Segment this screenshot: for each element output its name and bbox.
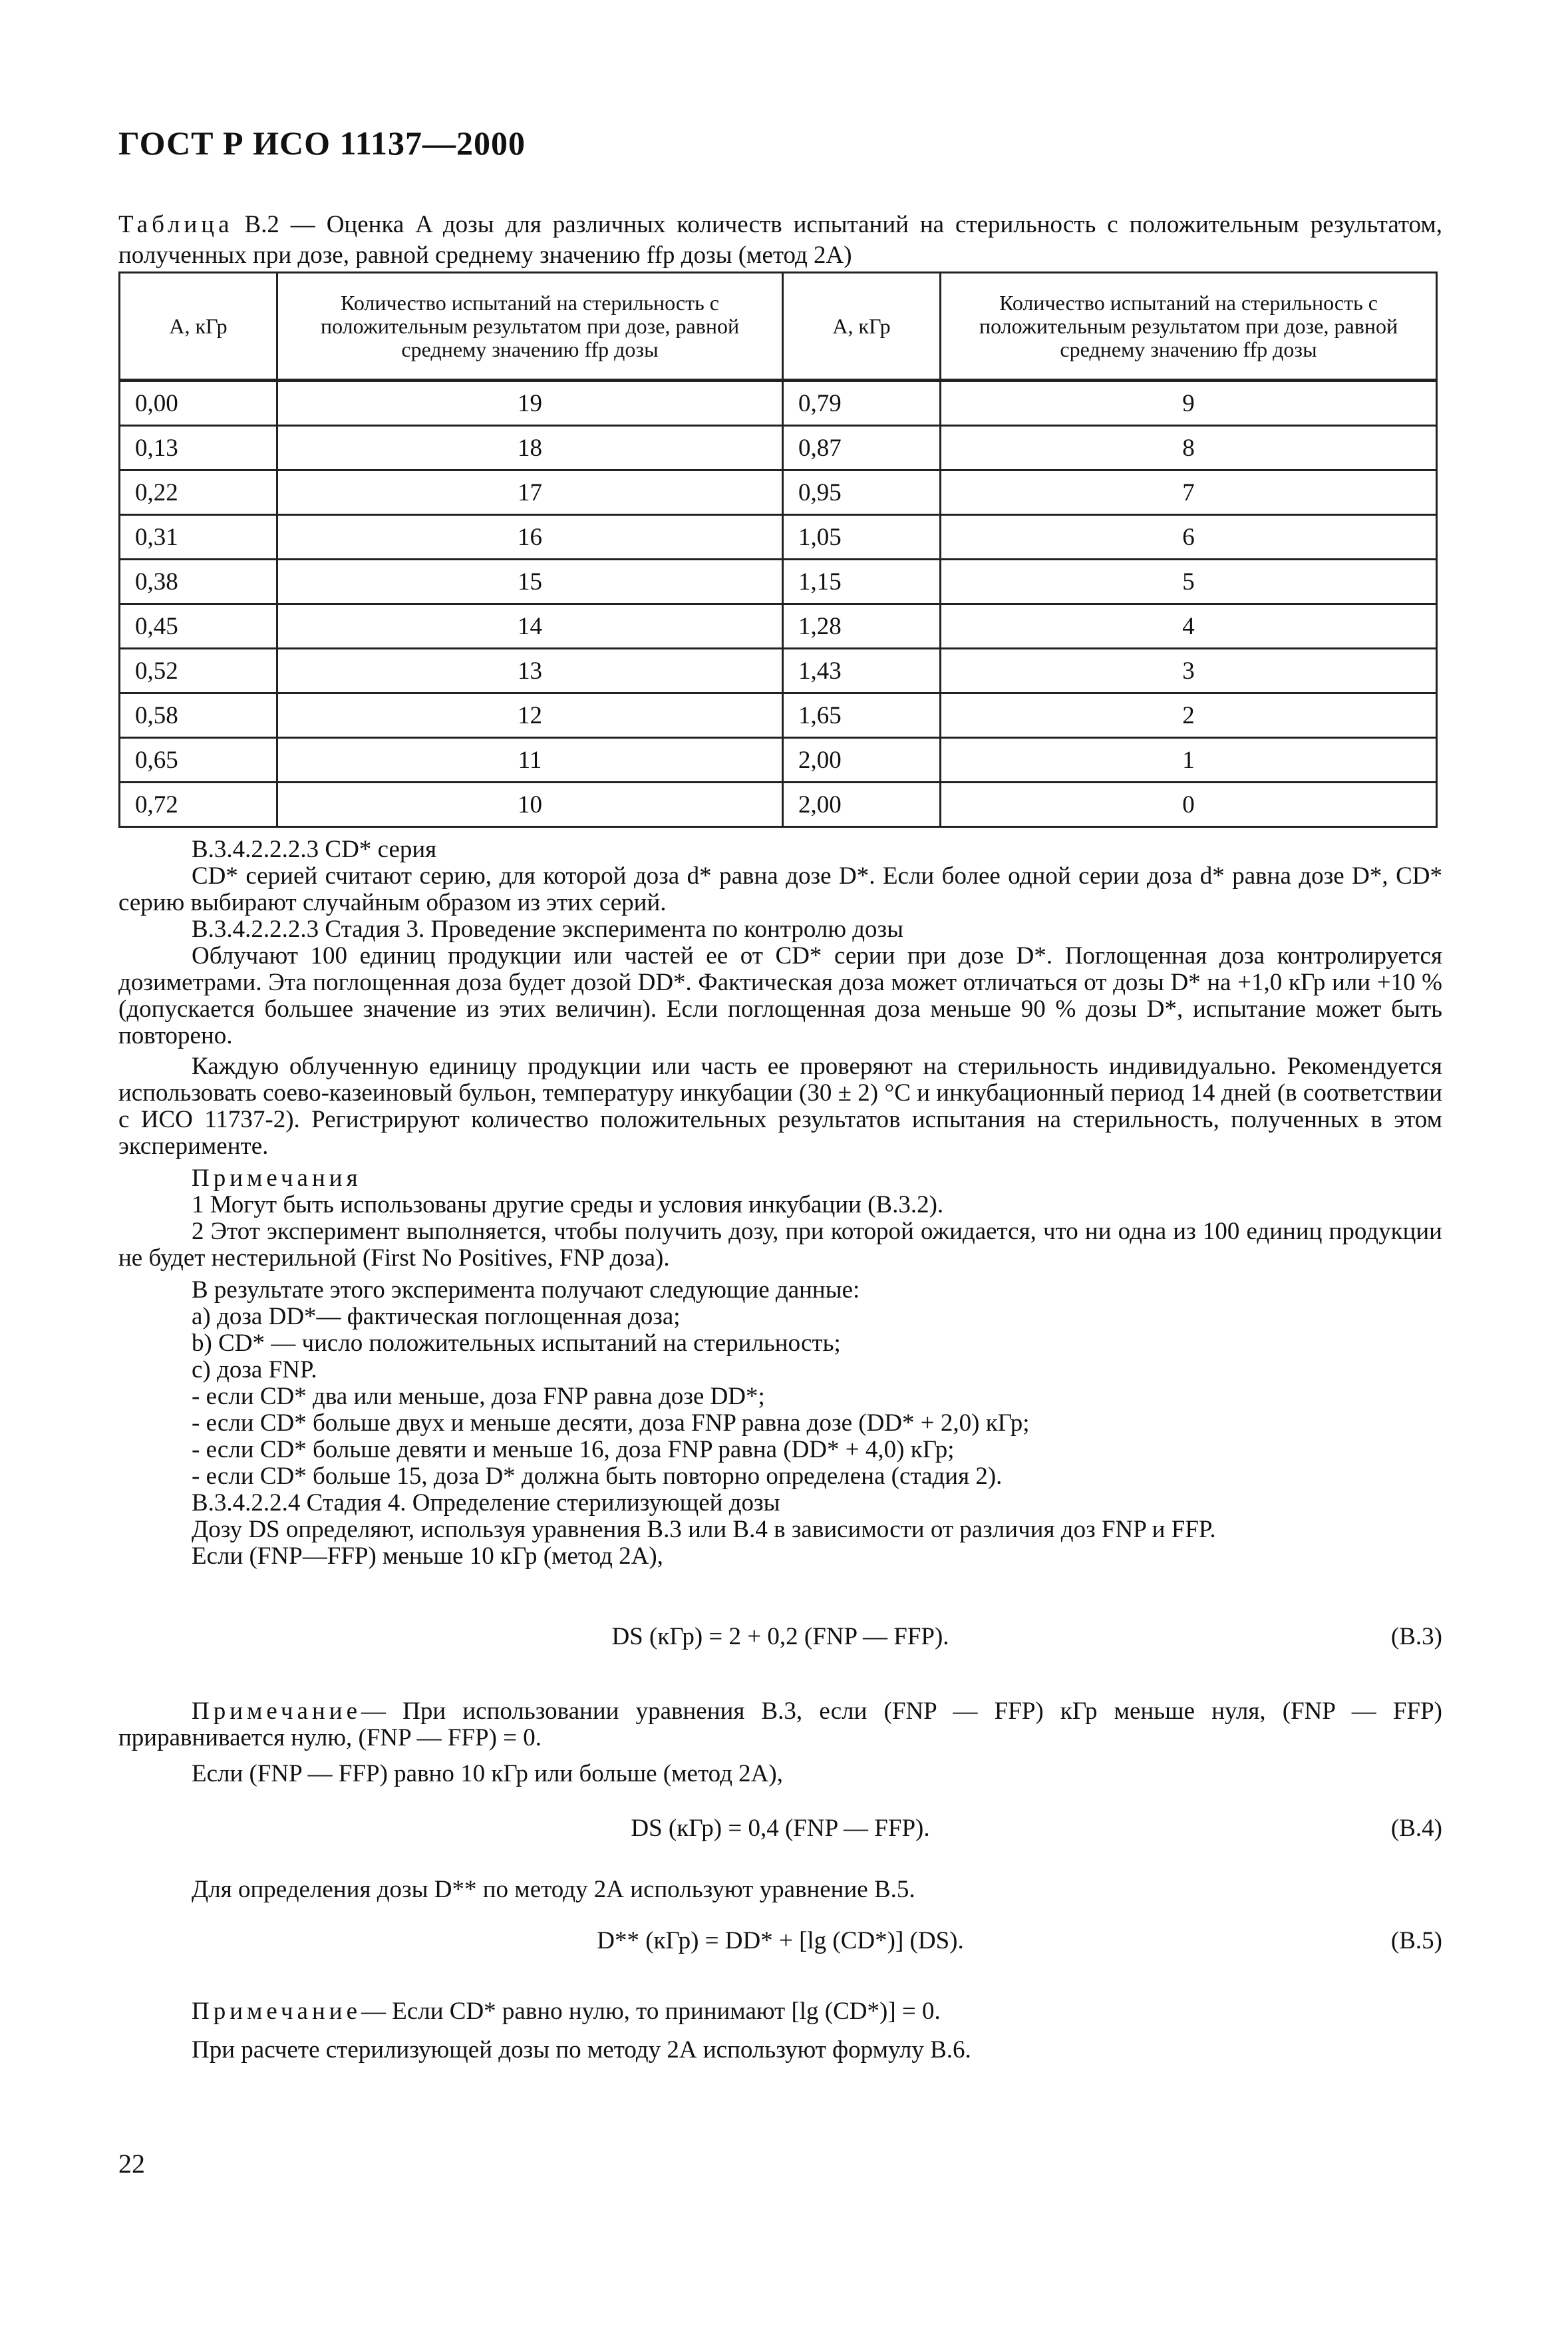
table-row xyxy=(120,738,1437,783)
paragraph: Если (FNP — FFP) равно 10 кГр или больше (метод 2А), xyxy=(192,1760,783,1787)
list-item: - если CD* больше девяти и меньше 16, доза FNP равна (DD* + 4,0) кГр; xyxy=(192,1436,955,1463)
list-item: a) доза DD*— фактическая поглощенная доза; xyxy=(192,1303,681,1330)
table-caption-word: Таблица xyxy=(118,211,234,238)
table-cell: 1,28 xyxy=(783,604,941,649)
table-cell: 15 xyxy=(277,560,783,604)
table-cell: 11 xyxy=(277,738,783,783)
table-cell: 4 xyxy=(941,604,1437,649)
table-cell: 0,38 xyxy=(120,560,277,604)
table-cell: 1,15 xyxy=(783,560,941,604)
table-row xyxy=(120,693,1437,738)
table-cell: 0 xyxy=(941,783,1437,827)
equation-number: (В.3) xyxy=(1390,1623,1442,1650)
table-cell: 5 xyxy=(941,560,1437,604)
table-row xyxy=(120,426,1437,470)
final-notes xyxy=(118,1998,1442,2064)
equation-formula: DS (кГр) = 2 + 0,2 (FNP — FFP). xyxy=(611,1623,949,1650)
page-number: 22 xyxy=(118,2149,145,2179)
table-row xyxy=(120,604,1437,649)
table-cell: 19 xyxy=(277,381,783,426)
table-row xyxy=(120,515,1437,560)
table-cell: 0,79 xyxy=(783,381,941,426)
paragraph: CD* серией считают серию, для которой доза d* равна дозе D*. Если более одной серии доза d* равна дозе D*, CD* серию выбирают случайным образом из этих серий. xyxy=(118,862,1442,916)
table-cell: 13 xyxy=(277,649,783,693)
column-header: A, кГр xyxy=(783,273,941,381)
table-cell: 0,65 xyxy=(120,738,277,783)
note-item: 1 Могут быть использованы другие среды и условия инкубации (В.3.2). xyxy=(192,1191,944,1218)
text-section-1 xyxy=(118,836,1442,1570)
paragraph-b5-intro xyxy=(118,1877,1442,1903)
table-cell: 0,87 xyxy=(783,426,941,470)
equation-formula: D** (кГр) = DD* + [lg (CD*)] (DS). xyxy=(597,1927,964,1954)
table-row xyxy=(120,470,1437,515)
table-cell: 9 xyxy=(941,381,1437,426)
table-cell: 0,00 xyxy=(120,381,277,426)
table-cell: 12 xyxy=(277,693,783,738)
paragraph: Для определения дозы D** по методу 2А используют уравнение В.5. xyxy=(192,1876,915,1903)
table-row xyxy=(120,783,1437,827)
paragraph: Дозу DS определяют, используя уравнения В.3 или В.4 в зависимости от различия доз FNP и FFP. xyxy=(192,1516,1216,1543)
equation-number: (В.5) xyxy=(1390,1927,1442,1954)
table-cell: 14 xyxy=(277,604,783,649)
table-cell: 18 xyxy=(277,426,783,470)
table-cell: 1,05 xyxy=(783,515,941,560)
table-cell: 1 xyxy=(941,738,1437,783)
paragraph: Облучают 100 единиц продукции или частей ее от CD* серии при дозе D*. Поглощенная доза контролируется дозиметрами. Эта поглощенная доза будет дозой DD*. Фактическая доза может отличаться от дозы D* на +1,0 кГр или +10 % (допускается большее значение из этих величин). Если поглощенная доза меньше 90 % дозы D*, испытание может быть повторено. xyxy=(118,942,1442,1049)
equation-formula: DS (кГр) = 0,4 (FNP — FFP). xyxy=(631,1815,930,1842)
table-caption xyxy=(118,210,1442,271)
section-heading: В.3.4.2.2.2.3 Стадия 3. Проведение эксперимента по контролю дозы xyxy=(192,916,904,943)
equation-number: (В.4) xyxy=(1390,1815,1442,1842)
list-item: - если CD* больше 15, доза D* должна быть повторно определена (стадия 2). xyxy=(192,1463,1003,1490)
table-cell: 10 xyxy=(277,783,783,827)
note-label: Примечание xyxy=(192,1698,361,1725)
table-cell: 6 xyxy=(941,515,1437,560)
list-item: - если CD* два или меньше, доза FNP равна дозе DD*; xyxy=(192,1383,765,1410)
list-item: - если CD* больше двух и меньше десяти, доза FNP равна дозе (DD* + 2,0) кГр; xyxy=(192,1409,1030,1437)
table-cell: 0,31 xyxy=(120,515,277,560)
table-cell: 8 xyxy=(941,426,1437,470)
dose-table xyxy=(118,271,1438,828)
column-header: A, кГр xyxy=(120,273,277,381)
table-cell: 0,58 xyxy=(120,693,277,738)
paragraph: При расчете стерилизующей дозы по методу 2А используют формулу В.6. xyxy=(192,2036,971,2064)
note-b3 xyxy=(118,1698,1442,1787)
note-label: Примечание xyxy=(192,1998,361,2025)
column-header: Количество испытаний на стерильность с положительным результатом при дозе, равной среднему значению ffp дозы xyxy=(277,273,783,381)
list-item: c) доза FNP. xyxy=(192,1356,317,1383)
column-header: Количество испытаний на стерильность с положительным результатом при дозе, равной среднему значению ffp дозы xyxy=(941,273,1437,381)
table-caption-text: В.2 — Оценка A дозы для различных количеств испытаний на стерильность с положительным результатом, полученных при дозе, равной среднему значению ffp дозы (метод 2А) xyxy=(118,211,1443,269)
table-cell: 17 xyxy=(277,470,783,515)
table-header-row xyxy=(120,273,1437,381)
table-cell: 0,52 xyxy=(120,649,277,693)
table-cell: 2,00 xyxy=(783,738,941,783)
note-text: — При использовании уравнения В.3, если (FNP — FFP) кГр меньше нуля, (FNP — FFP) приравнивается нулю, (FNP — FFP) = 0. xyxy=(118,1698,1442,1751)
table-cell: 0,13 xyxy=(120,426,277,470)
table-row xyxy=(120,649,1437,693)
table-cell: 1,65 xyxy=(783,693,941,738)
table-cell: 16 xyxy=(277,515,783,560)
table-row xyxy=(120,560,1437,604)
equation-b4 xyxy=(118,1815,1442,1855)
notes-title: Примечания xyxy=(192,1165,362,1192)
table-cell: 2,00 xyxy=(783,783,941,827)
table-cell: 0,95 xyxy=(783,470,941,515)
table-body xyxy=(120,381,1437,827)
paragraph: Если (FNP—FFP) меньше 10 кГр (метод 2А), xyxy=(192,1542,663,1570)
table-cell: 0,45 xyxy=(120,604,277,649)
section-heading: В.3.4.2.2.4 Стадия 4. Определение стерилизующей дозы xyxy=(192,1489,780,1517)
table-cell: 7 xyxy=(941,470,1437,515)
standard-header: ГОСТ Р ИСО 11137—2000 xyxy=(118,124,526,162)
equation-b5 xyxy=(118,1928,1442,1968)
paragraph: Каждую облученную единицу продукции или часть ее проверяют на стерильность индивидуально. Рекомендуется использовать соево-казеиновый бульон, температуру инкубации (30 ± 2) °С и инкубационный период 14 дней (в соответствии с ИСО 11737-2). Регистрируют количество положительных результатов испытания на стерильность, полученных в этом эксперименте. xyxy=(118,1053,1442,1160)
table-cell: 2 xyxy=(941,693,1437,738)
note-item: 2 Этот эксперимент выполняется, чтобы получить дозу, при которой ожидается, что ни одна из 100 единиц продукции не будет нестерильной (First No Positives, FNP доза). xyxy=(118,1218,1442,1272)
section-heading: В.3.4.2.2.2.3 CD* серия xyxy=(192,836,437,863)
table-cell: 0,22 xyxy=(120,470,277,515)
table-cell: 0,72 xyxy=(120,783,277,827)
table-cell: 1,43 xyxy=(783,649,941,693)
paragraph: В результате этого эксперимента получают следующие данные: xyxy=(192,1276,860,1304)
list-item: b) CD* — число положительных испытаний на стерильность; xyxy=(192,1330,841,1357)
equation-b3 xyxy=(118,1624,1442,1664)
table-row xyxy=(120,381,1437,426)
table-cell: 3 xyxy=(941,649,1437,693)
note-text: — Если CD* равно нулю, то принимают [lg (CD*)] = 0. xyxy=(361,1998,941,2025)
